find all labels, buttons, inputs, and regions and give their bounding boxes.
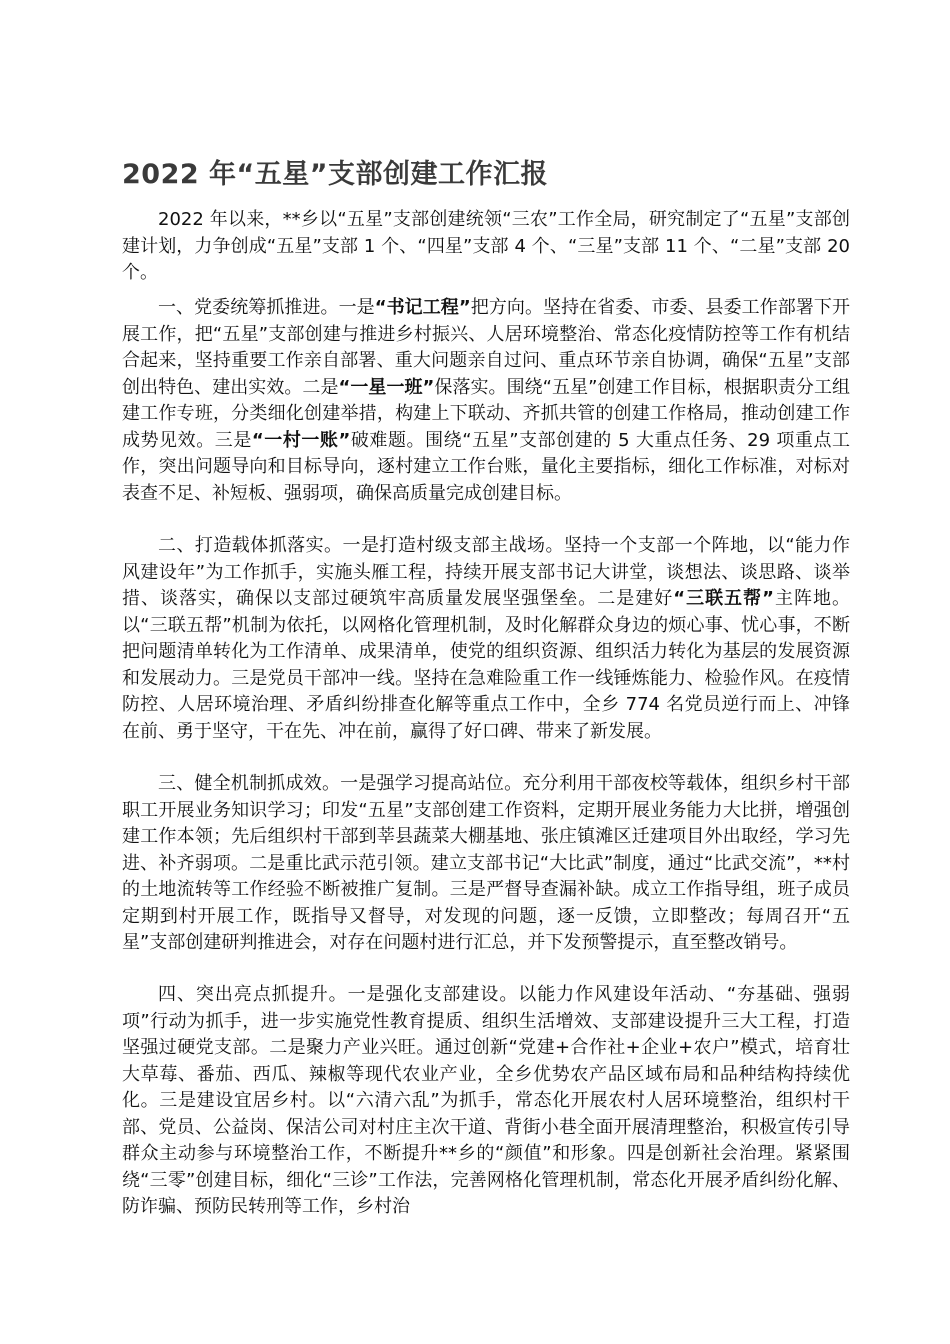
document-title: 2022 年“五星”支部创建工作汇报 <box>122 159 549 190</box>
bold-phrase: “三联五帮” <box>673 588 774 609</box>
section-4-paragraph <box>122 982 850 1221</box>
paragraph-text: 四、突出亮点抓提升。一是强化支部建设。以能力作风建设年活动、“夯基础、强弱项”行动为抓手，进一步实施党性教育提质、组织生活增效、支部建设提升三大工程，打造坚强过硬党支部。二是聚力产业兴旺。通过创新“党建+合作社+企业+农户”模式，培育壮大草莓、番茄、西瓜、辣椒等现代农业产业，全乡优势农产品区域布局和品种结构持续优化。三是建设宜居乡村。以“六清六乱”为抓手，常态化开展农村人居环境整治，组织村干部、党员、公益岗、保洁公司对村庄主次干道、背街小巷全面开展清理整治，积极宣传引导群众主动参与环境整治工作，不断提升**乡的“颜值”和形象。四是创新社会治理。紧紧围绕“三零”创建目标，细化“三诊”工作法，完善网格化管理机制，常态化开展矛盾纠纷化解、防诈骗、预防民转刑等工作，乡村治 <box>122 984 850 1217</box>
bold-phrase: “一村一账” <box>251 429 351 451</box>
section-3-paragraph <box>122 771 850 957</box>
section-2-paragraph <box>122 533 850 745</box>
paragraph-text: 主阵地。以“三联五帮”机制为依托，以网格化管理机制，及时化解群众身边的烦心事、忧心事，不断把问题清单转化为工作清单、成果清单，使党的组织资源、组织活力转化为基层的发展资源和发展动力。三是党员干部冲一线。坚持在急难险重工作一线锤炼能力、检验作风。在疫情防控、人居环境治理、矛盾纠纷排查化解等重点工作中，全乡 774 名党员逆行而上、冲锋在前、勇于坚守，干在先、冲在前，赢得了好口碑、带来了新发展。 <box>122 588 850 742</box>
section-1-paragraph <box>122 295 850 507</box>
paragraph-text: 破难题。围绕“五星”支部创建的 5 大重点任务、29 项重点工作，突出问题导向和目标导向，逐村建立工作台账，量化主要指标，细化工作标准，对标对表查不足、补短板、强弱项，确保高质量完成创建目标。 <box>122 429 851 504</box>
paragraph-text: 保落实。围绕“五星”创建工作目标，根据职责分工组建工作专班，分类细化创建举措，构建上下联动、齐抓共管的创建工作格局，推动创建工作成势见效。三是 <box>122 376 851 451</box>
intro-paragraph <box>122 207 850 287</box>
paragraph-text: 二、打造载体抓落实。一是打造村级支部主战场。坚持一个支部一个阵地，以“能力作风建设年”为工作抓手，实施头雁工程，持续开展支部书记大讲堂，谈想法、谈思路、谈举措、谈落实，确保以支部过硬筑牢高质量发展坚强堡垒。二是建好 <box>122 535 850 609</box>
bold-phrase: “一星一班” <box>338 376 435 398</box>
paragraph-text: 把方向。坚持在省委、市委、县委工作部署下开展工作，把“五星”支部创建与推进乡村振兴、人居环境整治、常态化疫情防控等工作有机结合起来，坚持重要工作亲自部署、重大问题亲自过问、重点环节亲自协调，确保“五星”支部创出特色、建出实效。二是 <box>122 297 850 398</box>
paragraph-text: 三、健全机制抓成效。一是强学习提高站位。充分利用干部夜校等载体，组织乡村干部职工开展业务知识学习；印发“五星”支部创建工作资料，定期开展业务能力大比拼，增强创建工作本领；先后组织村干部到莘县蔬菜大棚基地、张庄镇滩区迁建项目外出取经，学习先进、补齐弱项。二是重比武示范引领。建立支部书记“大比武”制度，通过“比武交流”，**村的土地流转等工作经验不断被推广复制。三是严督导查漏补缺。成立工作指导组，班子成员定期到村开展工作，既指导又督导，对发现的问题，逐一反馈，立即整改；每周召开“五星”支部创建研判推进会，对存在问题村进行汇总，并下发预警提示，直至整改销号。 <box>122 773 850 953</box>
paragraph-text: 2022 年以来，**乡以“五星”支部创建统领“三农”工作全局，研究制定了“五星”支部创建计划，力争创成“五星”支部 1 个、“四星”支部 4 个、“三星”支部 11 个、“二星”支部 20 个。 <box>122 209 850 283</box>
bold-phrase: “书记工程” <box>374 297 471 318</box>
paragraph-text: 一、党委统筹抓推进。一是 <box>158 297 375 318</box>
